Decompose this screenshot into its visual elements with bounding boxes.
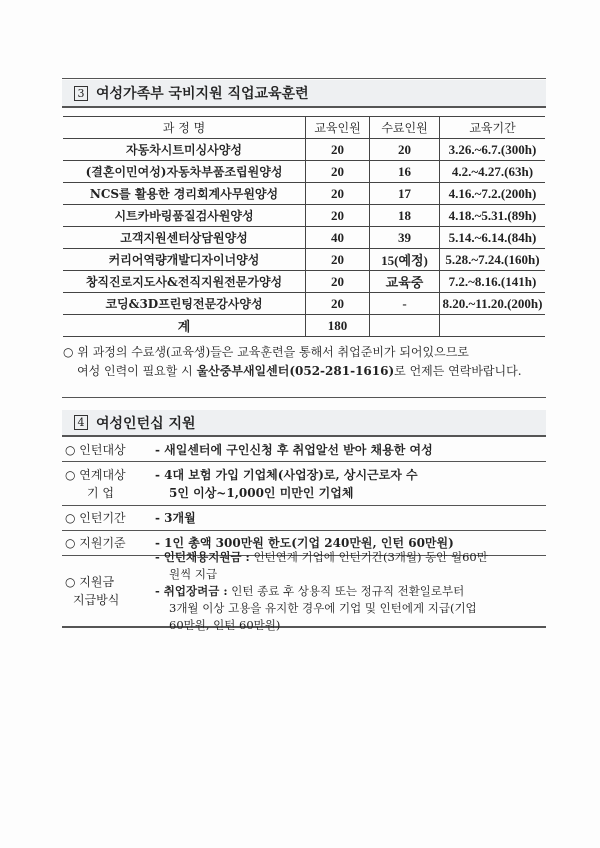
section-3-header bbox=[62, 80, 546, 108]
label-line: ○ 지원금 bbox=[65, 575, 115, 589]
value-line: 5인 이상~1,000인 미만인 기업체 bbox=[169, 485, 354, 500]
table-row bbox=[63, 293, 545, 315]
center-contact: 울산중부새일센터(052-281-1616) bbox=[196, 364, 395, 378]
total-value: 180 bbox=[306, 315, 370, 337]
completed: 39 bbox=[370, 227, 440, 249]
label-line: ○ 연계대상 bbox=[65, 467, 126, 482]
table-row bbox=[63, 183, 545, 205]
note-text: 로 언제든 연락바랍니다. bbox=[394, 364, 522, 378]
col-header: 교육기간 bbox=[440, 117, 546, 139]
course-name: 고객지원센터상담원양성 bbox=[63, 227, 306, 249]
completed: 16 bbox=[370, 161, 440, 183]
table-row bbox=[63, 227, 545, 249]
period: 8.20.~11.20.(200h) bbox=[440, 293, 546, 315]
row-label bbox=[62, 466, 155, 502]
label-line: 지급방식 bbox=[73, 593, 120, 607]
enrolled: 20 bbox=[306, 205, 370, 227]
period: 4.16.~7.2.(200h) bbox=[440, 183, 546, 205]
table-row bbox=[63, 271, 545, 293]
completed: 20 bbox=[370, 139, 440, 161]
total-row bbox=[63, 315, 545, 337]
period: 5.14.~6.14.(84h) bbox=[440, 227, 546, 249]
table-row bbox=[63, 161, 545, 183]
course-name: NCS를 활용한 경리회계사무원양성 bbox=[63, 183, 306, 205]
row-value bbox=[155, 549, 488, 634]
contact-note bbox=[63, 343, 522, 381]
intern-target-row bbox=[62, 438, 546, 462]
divider bbox=[62, 78, 546, 79]
enrolled: 20 bbox=[306, 271, 370, 293]
note-line: ○ 위 과정의 수료생(교육생)들은 교육훈련을 통해서 취업준비가 되어있으므로 bbox=[63, 345, 469, 359]
col-header: 과 정 명 bbox=[63, 117, 306, 139]
empty-cell bbox=[440, 315, 546, 337]
row-value bbox=[155, 466, 418, 502]
item-title: - 취업장려금 : bbox=[155, 583, 228, 598]
enrolled: 40 bbox=[306, 227, 370, 249]
course-name: 시트카바링품질검사원양성 bbox=[63, 205, 306, 227]
enrolled: 20 bbox=[306, 249, 370, 271]
row-label: ○ 인턴대상 bbox=[65, 442, 126, 457]
payment-method-row bbox=[62, 549, 546, 632]
payment-item bbox=[155, 549, 488, 566]
empty-cell bbox=[370, 315, 440, 337]
completed: - bbox=[370, 293, 440, 315]
note-line bbox=[63, 362, 522, 381]
intern-period-row bbox=[62, 506, 546, 531]
period: 4.2.~4.27.(63h) bbox=[440, 161, 546, 183]
period: 3.26.~6.7.(300h) bbox=[440, 139, 546, 161]
section-number: 3 bbox=[74, 86, 88, 101]
course-name: 코딩&3D프린팅전문강사양성 bbox=[63, 293, 306, 315]
row-label bbox=[62, 573, 155, 609]
item-text: 3개월 이상 고용을 유지한 경우에 기업 및 인턴에게 지급(기업 bbox=[169, 600, 477, 615]
course-name: (결혼이민여성)자동차부품조립원양성 bbox=[63, 161, 306, 183]
note-text: 여성 인력이 필요할 시 bbox=[77, 364, 197, 378]
item-text: 인턴 종료 후 상용직 또는 정규직 전환일로부터 bbox=[227, 583, 465, 598]
total-label: 계 bbox=[63, 315, 306, 337]
col-header: 수료인원 bbox=[370, 117, 440, 139]
course-name: 자동차시트미싱사양성 bbox=[63, 139, 306, 161]
item-text: 인턴연계 기업에 인턴기간(3개월) 동안 월60만 bbox=[249, 549, 488, 564]
enrolled: 20 bbox=[306, 161, 370, 183]
completed: 18 bbox=[370, 205, 440, 227]
period: 7.2.~8.16.(141h) bbox=[440, 271, 546, 293]
section-title: 여성인턴십 지원 bbox=[96, 415, 196, 432]
completed: 17 bbox=[370, 183, 440, 205]
table-row bbox=[63, 205, 545, 227]
table-row bbox=[63, 139, 545, 161]
row-label: ○ 지원기준 bbox=[65, 536, 126, 550]
divider bbox=[62, 397, 546, 398]
payment-item bbox=[155, 583, 488, 600]
completed: 교육중 bbox=[370, 271, 440, 293]
row-label: ○ 인턴기간 bbox=[65, 511, 126, 525]
item-title: - 인턴채용지원금 : bbox=[155, 549, 250, 564]
item-text: 60만원, 인턴 60만원) bbox=[169, 617, 281, 632]
course-name: 커리어역량개발디자이너양성 bbox=[63, 249, 306, 271]
period: 4.18.~5.31.(89h) bbox=[440, 205, 546, 227]
training-table bbox=[63, 116, 545, 337]
enrolled: 20 bbox=[306, 139, 370, 161]
item-text: 원씩 지급 bbox=[169, 566, 218, 581]
enrolled: 20 bbox=[306, 293, 370, 315]
section-title: 여성가족부 국비지원 직업교육훈련 bbox=[96, 86, 309, 102]
row-value: - 새일센터에 구인신청 후 취업알선 받아 채용한 여성 bbox=[155, 442, 433, 457]
course-name: 창직진로지도사&전직지원전문가양성 bbox=[63, 271, 306, 293]
label-line: 기 업 bbox=[87, 485, 114, 500]
section-number: 4 bbox=[74, 415, 88, 430]
table-header-row bbox=[63, 117, 545, 139]
completed: 15(예정) bbox=[370, 249, 440, 271]
partner-company-row bbox=[62, 462, 546, 506]
period: 5.28.~7.24.(160h) bbox=[440, 249, 546, 271]
value-line: - 4대 보험 가입 기업체(사업장)로, 상시근로자 수 bbox=[155, 467, 418, 482]
section-4-header bbox=[62, 410, 546, 437]
col-header: 교육인원 bbox=[306, 117, 370, 139]
enrolled: 20 bbox=[306, 183, 370, 205]
row-value: - 3개월 bbox=[155, 511, 196, 525]
table-row bbox=[63, 249, 545, 271]
row-value: - 1인 총액 300만원 한도(기업 240만원, 인턴 60만원) bbox=[155, 536, 454, 550]
